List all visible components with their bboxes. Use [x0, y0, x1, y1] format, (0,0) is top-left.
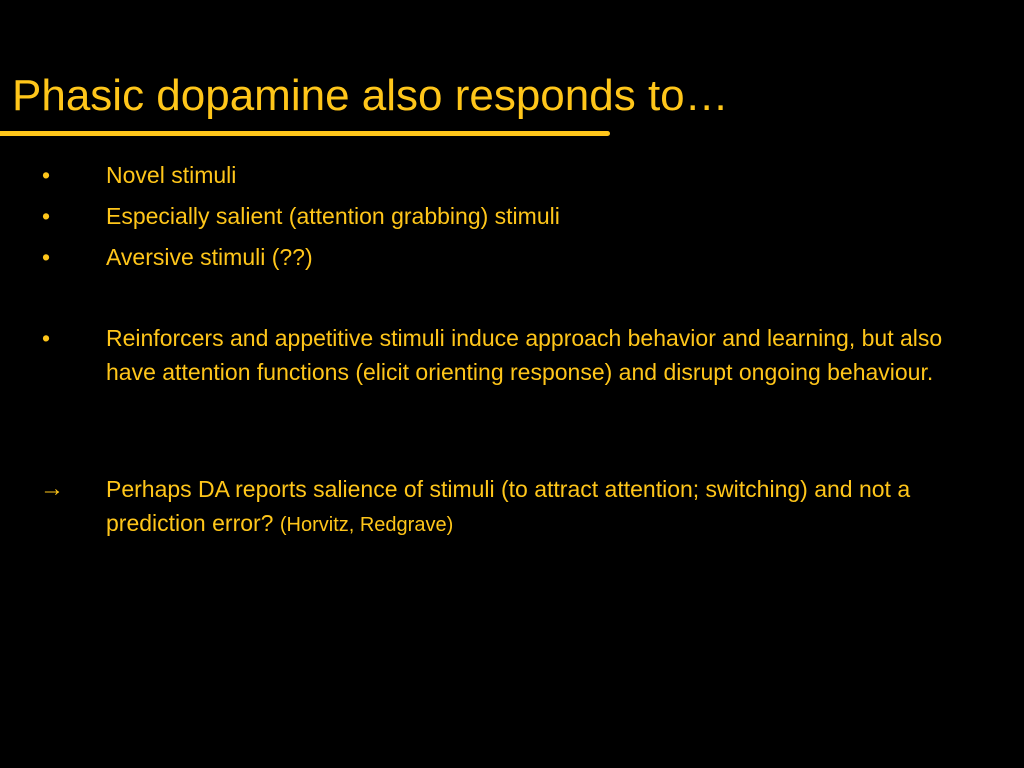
arrow-text: Perhaps DA reports salience of stimuli (to attract attention; switching) and not a prediction error?: [106, 476, 911, 536]
bullet-text: Aversive stimuli (??): [106, 244, 313, 270]
bullet-text: Novel stimuli: [106, 162, 237, 188]
bullet-marker: •: [42, 325, 51, 351]
bullet-marker: •: [42, 244, 51, 270]
citation: (Horvitz, Redgrave): [279, 514, 454, 536]
bullet-text: Reinforcers and appetitive stimuli induce approach behavior and learning, but also have attention functions (elicit orienting response) and disrupt ongoing behaviour.: [106, 325, 943, 385]
bullet-marker: •: [42, 203, 51, 229]
bullet-text: Especially salient (attention grabbing) stimuli: [106, 203, 560, 229]
slide-title: Phasic dopamine also responds to…: [12, 71, 729, 120]
arrow-text-block: [106, 472, 986, 542]
bullet-marker: •: [42, 162, 51, 188]
title-underline: [0, 131, 610, 136]
arrow-marker: →: [40, 475, 64, 502]
